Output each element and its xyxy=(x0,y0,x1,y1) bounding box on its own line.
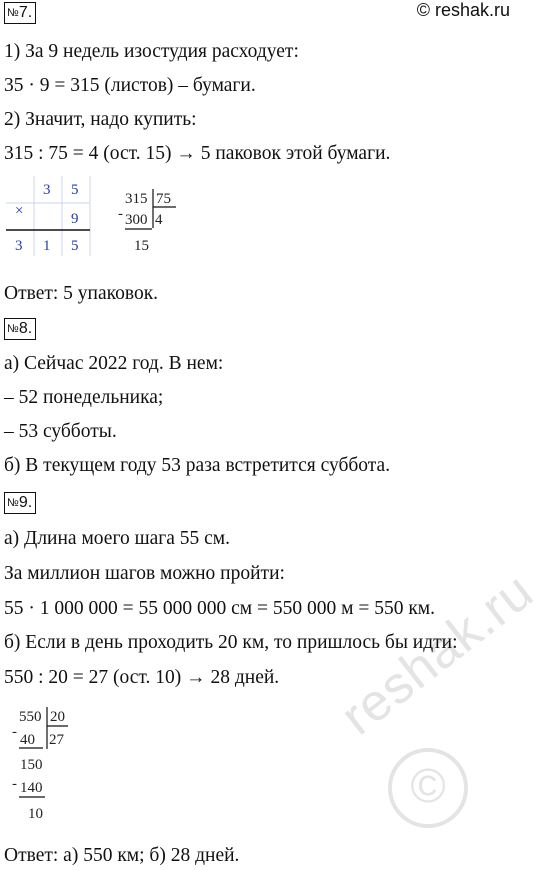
task-8-number xyxy=(4,318,36,340)
partial-remainder: 150 xyxy=(20,757,43,773)
task-7-number-value: 7. xyxy=(18,4,33,21)
number-sign: № xyxy=(7,7,19,19)
mult-sign: × xyxy=(15,203,24,219)
task-9-number-value: 9. xyxy=(18,494,33,511)
number-sign: № xyxy=(7,497,19,509)
task-8-line-1: а) Сейчас 2022 год. В нем: xyxy=(4,353,224,374)
subtrahend-2: 140 xyxy=(20,780,43,796)
subtrahend-1: 40 xyxy=(20,732,35,748)
task-9-line-1: а) Длина моего шага 55 см. xyxy=(4,528,231,549)
divisor: 75 xyxy=(156,191,171,207)
minus-sign: - xyxy=(12,776,17,792)
remainder: 10 xyxy=(28,806,43,822)
task-8-line-3: – 53 субботы. xyxy=(4,421,117,442)
mult-digit: 5 xyxy=(71,182,79,198)
watermark-text: reshak.ru xyxy=(330,561,545,747)
long-division-9 xyxy=(10,704,100,828)
subtrahend: 300 xyxy=(125,212,148,228)
mult-result-digit: 3 xyxy=(15,238,23,254)
minus-sign: - xyxy=(118,206,123,222)
task-7-line-2: 35 · 9 = 315 (листов) – бумаги. xyxy=(4,75,256,96)
task-8-line-2: – 52 понедельника; xyxy=(4,387,164,408)
divisor: 20 xyxy=(50,709,65,725)
quotient: 27 xyxy=(49,732,64,748)
number-sign: № xyxy=(7,323,19,335)
minus-sign: - xyxy=(12,724,17,740)
task-9-answer: Ответ: а) 550 км; б) 28 дней. xyxy=(4,845,240,866)
task-9-line-2: За миллион шагов можно пройти: xyxy=(4,563,285,584)
quotient: 4 xyxy=(155,212,163,228)
task-7-line-4: 315 : 75 = 4 (ост. 15) → 5 паковок этой бумаги. xyxy=(4,143,391,164)
long-division-7 xyxy=(112,186,192,262)
task-8-line-4: б) В текущем году 53 раза встретится суббота. xyxy=(4,455,391,476)
copyright: © reshak.ru xyxy=(416,0,510,20)
task-9-line-5: 550 : 20 = 27 (ост. 10) → 28 дней. xyxy=(4,667,280,688)
mult-digit: 3 xyxy=(43,182,51,198)
task-8-number-value: 8. xyxy=(18,320,33,337)
task-9-line-3: 55 · 1 000 000 = 55 000 000 см = 550 000 м = 550 км. xyxy=(4,598,436,619)
task-7-line-1: 1) За 9 недель изостудия расходует: xyxy=(4,41,299,62)
task-9-number xyxy=(4,492,36,514)
task-7-number xyxy=(4,2,36,24)
mult-result-digit: 1 xyxy=(43,238,51,254)
task-7-answer: Ответ: 5 упаковок. xyxy=(4,283,159,304)
task-9-line-4: б) Если в день проходить 20 км, то пришлось бы идти: xyxy=(4,632,458,653)
dividend: 315 xyxy=(125,191,148,207)
mult-digit: 9 xyxy=(71,211,79,227)
task-7-line-3: 2) Значит, надо купить: xyxy=(4,109,197,130)
multiplication-grid xyxy=(6,176,96,260)
mult-result-digit: 5 xyxy=(71,238,79,254)
watermark-copyright-icon: © xyxy=(388,748,468,828)
dividend: 550 xyxy=(19,709,42,725)
remainder: 15 xyxy=(134,238,149,254)
